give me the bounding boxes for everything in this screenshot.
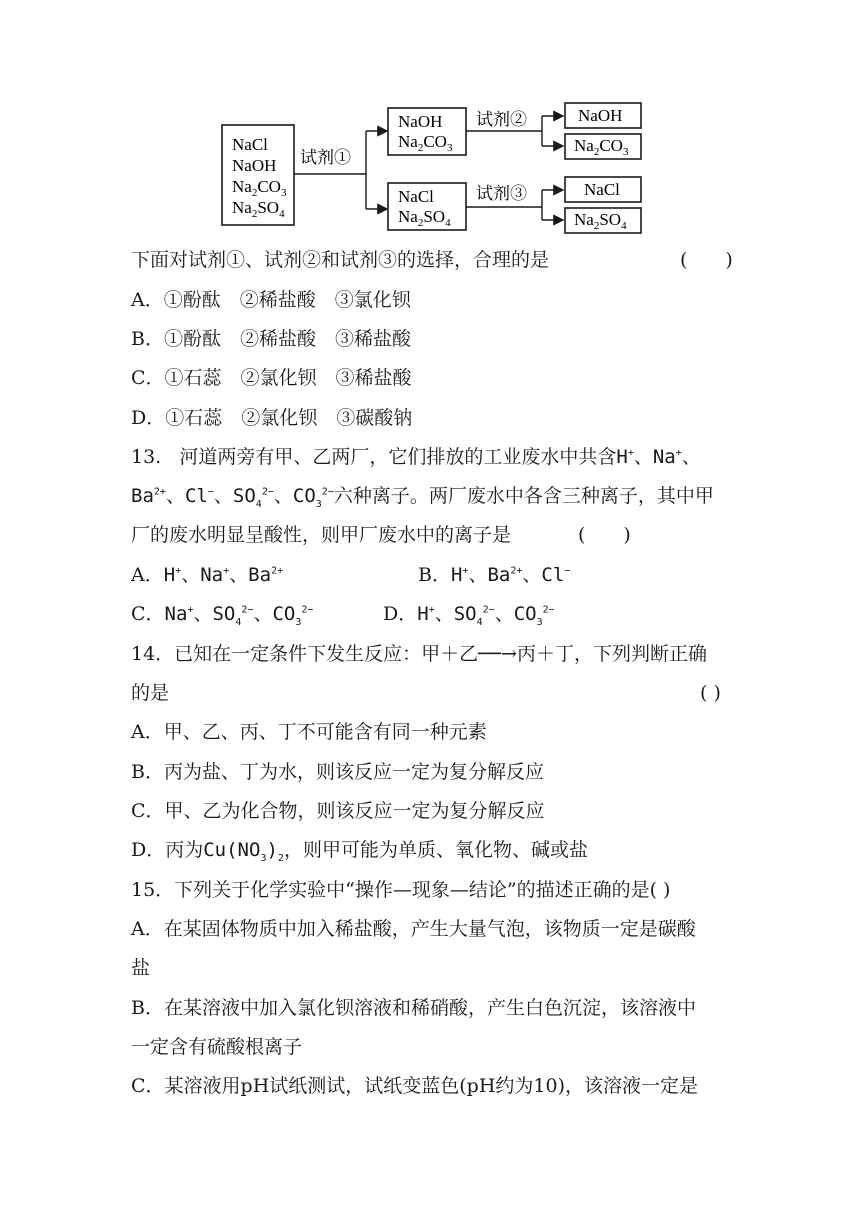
q15-line-a1: A．在某固体物质中加入稀盐酸，产生大量气泡，该物质一定是碳酸: [131, 918, 696, 940]
q15-line-b2: 一定含有硫酸根离子: [131, 1036, 303, 1058]
q13-line-1-text: 河道两旁有甲、乙两厂，它们排放的工业废水中共含: [179, 446, 617, 468]
start-box-line-3: $Na_2CO_3$: [232, 177, 287, 199]
q13-line-1: 13. 河道两旁有甲、乙两厂，它们排放的工业废水中共含H+、Na+、: [131, 446, 701, 468]
start-box-line-4: $Na_2SO_4$: [232, 198, 285, 220]
q13-line-2: $Ba^{2+}$、Cl−、$SO_4^{2-}$、$CO_3^{2-}$六种离子。两厂废水中各含三种离子，其中甲: [131, 485, 714, 510]
q14-option-d-suffix: ，则甲可能为单质、氧化物、碱或盐: [283, 839, 588, 861]
q14-option-c: C．甲、乙为化合物，则该反应一定为复分解反应: [131, 800, 545, 822]
q15-stem: 15．下列关于化学实验中“操作—现象—结论”的描述正确的是( ): [131, 879, 671, 901]
q14-option-b: B．丙为盐、丁为水，则该反应一定为复分解反应: [131, 761, 544, 783]
reagent-2-label: 试剂②: [476, 110, 527, 129]
lower-box-line-2: $Na_2SO_4$: [398, 207, 451, 229]
q12-answer-paren: ( ): [680, 249, 733, 271]
q12-option-c: C．①石蕊 ②氯化钡 ③稀盐酸: [131, 367, 412, 389]
q12-stem: 下面对试剂①、试剂②和试剂③的选择，合理的是: [131, 249, 550, 271]
separation-flow-diagram: [0, 0, 860, 240]
q13-option-b-label: B．: [418, 564, 451, 586]
q13-option-c: C．Na+、$SO_4^{2-}$、$CO_3^{2-}$: [131, 603, 314, 628]
q15-line-c1: C．某溶液用pH试纸测试，试纸变蓝色(pH约为10)，该溶液一定是: [131, 1075, 699, 1097]
q13-option-a: A．H+、Na+、$Ba^{2+}$: [131, 564, 284, 586]
reagent-1-label: 试剂①: [300, 148, 351, 167]
reagent-3-label: 试剂③: [476, 184, 527, 203]
q12-option-d: D．①石蕊 ②氯化钡 ③碳酸钠: [131, 407, 413, 429]
q13-line-3: 厂的废水明显呈酸性，则甲厂废水中的离子是: [131, 524, 512, 546]
q14-option-a: A．甲、乙、丙、丁不可能含有同一种元素: [131, 721, 487, 743]
start-box-line-1: NaCl: [232, 135, 268, 154]
q13-number: 13.: [131, 446, 162, 468]
q12-option-b: B．①酚酞 ②稀盐酸 ③稀盐酸: [131, 328, 411, 350]
out-lower-2-text: $Na_2SO_4$: [574, 210, 627, 232]
upper-box-line-1: NaOH: [398, 112, 443, 131]
lower-box-line-1: NaCl: [398, 187, 434, 206]
q14-line-1: 14．已知在一定条件下发生反应：甲＋乙──→丙＋丁，下列判断正确: [131, 643, 707, 665]
upper-box-line-2: $Na_2CO_3$: [398, 132, 453, 154]
q13-option-d-label: D．: [383, 603, 418, 625]
q13-option-c-label: C．: [131, 603, 165, 625]
start-box-line-2: NaOH: [232, 156, 277, 175]
out-upper-1-text: NaOH: [578, 106, 623, 125]
q14-option-d-prefix: D．丙为: [131, 839, 204, 861]
q14-answer-paren: ( ): [700, 682, 721, 704]
q15-line-a2: 盐: [131, 957, 151, 979]
q15-line-b1: B．在某溶液中加入氯化钡溶液和稀硝酸，产生白色沉淀，该溶液中: [131, 997, 696, 1019]
q13-option-b: B．H+、$Ba^{2+}$、Cl−: [418, 564, 571, 586]
out-lower-1-text: NaCl: [584, 180, 620, 199]
out-upper-2-text: $Na_2CO_3$: [574, 136, 629, 158]
q13-option-a-label: A．: [131, 564, 164, 586]
q14-line-2: 的是: [131, 682, 170, 704]
q13-line-2-text: 六种离子。两厂废水中各含三种离子，其中甲: [333, 485, 714, 507]
q13-option-d: D．H+、$SO_4^{2-}$、$CO_3^{2-}$: [383, 603, 555, 628]
q12-option-a: A．①酚酞 ②稀盐酸 ③氯化钡: [131, 289, 411, 311]
q13-answer-paren: ( ): [578, 524, 631, 546]
q14-option-d: D．丙为$Cu(NO_3)_2$，则甲可能为单质、氧化物、碱或盐: [131, 839, 588, 864]
